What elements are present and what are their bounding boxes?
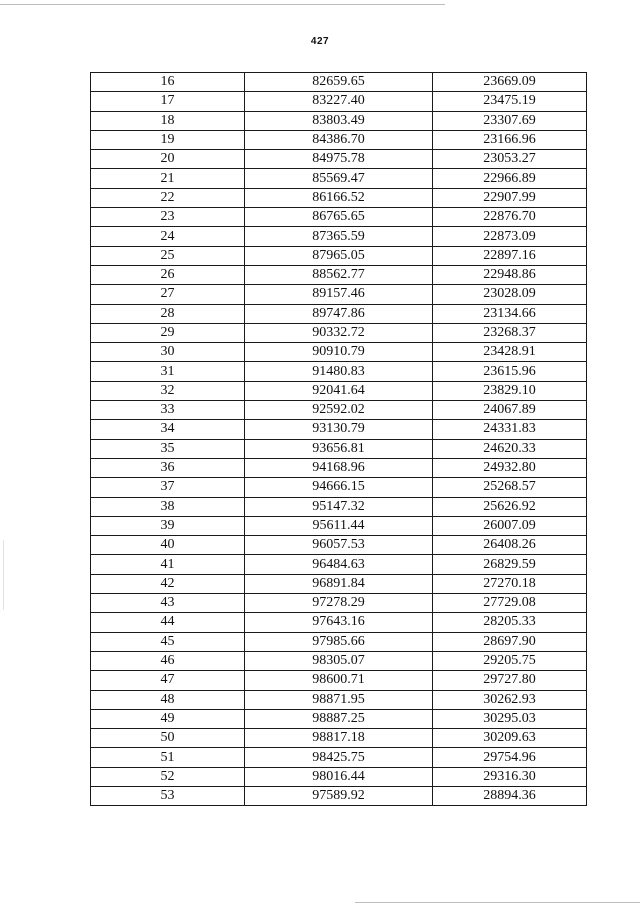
index-cell: 50 [91, 729, 245, 748]
index-cell: 40 [91, 536, 245, 555]
table-row [91, 497, 587, 516]
value-a-cell: 97589.92 [245, 786, 433, 805]
value-a-cell: 86166.52 [245, 188, 433, 207]
index-cell: 37 [91, 478, 245, 497]
value-b-cell: 24932.80 [433, 458, 587, 477]
value-b-cell: 25268.57 [433, 478, 587, 497]
index-cell: 29 [91, 323, 245, 342]
value-b-cell: 30262.93 [433, 690, 587, 709]
value-b-cell: 23268.37 [433, 323, 587, 342]
table-row [91, 709, 587, 728]
index-cell: 26 [91, 265, 245, 284]
index-cell: 36 [91, 458, 245, 477]
value-b-cell: 24067.89 [433, 401, 587, 420]
value-b-cell: 23134.66 [433, 304, 587, 323]
value-a-cell: 84386.70 [245, 130, 433, 149]
value-a-cell: 98887.25 [245, 709, 433, 728]
value-b-cell: 23166.96 [433, 130, 587, 149]
value-a-cell: 87365.59 [245, 227, 433, 246]
value-b-cell: 27729.08 [433, 594, 587, 613]
index-cell: 30 [91, 343, 245, 362]
table-row [91, 786, 587, 805]
index-cell: 25 [91, 246, 245, 265]
index-cell: 47 [91, 671, 245, 690]
table-row [91, 729, 587, 748]
index-cell: 17 [91, 92, 245, 111]
table-row [91, 632, 587, 651]
table-row [91, 73, 587, 92]
value-b-cell: 23053.27 [433, 150, 587, 169]
table-row [91, 188, 587, 207]
scan-edge-bottom [355, 902, 640, 903]
table-row [91, 362, 587, 381]
index-cell: 18 [91, 111, 245, 130]
table-row [91, 246, 587, 265]
value-a-cell: 93130.79 [245, 420, 433, 439]
table-row [91, 613, 587, 632]
value-b-cell: 23475.19 [433, 92, 587, 111]
value-a-cell: 92592.02 [245, 401, 433, 420]
value-b-cell: 29205.75 [433, 651, 587, 670]
value-b-cell: 26007.09 [433, 516, 587, 535]
index-cell: 27 [91, 285, 245, 304]
value-a-cell: 95147.32 [245, 497, 433, 516]
page-number: 427 [310, 36, 330, 47]
index-cell: 32 [91, 381, 245, 400]
table-row [91, 208, 587, 227]
value-a-cell: 91480.83 [245, 362, 433, 381]
value-a-cell: 82659.65 [245, 73, 433, 92]
value-b-cell: 22876.70 [433, 208, 587, 227]
value-b-cell: 23428.91 [433, 343, 587, 362]
table-row [91, 381, 587, 400]
value-a-cell: 96891.84 [245, 574, 433, 593]
index-cell: 31 [91, 362, 245, 381]
value-b-cell: 22948.86 [433, 265, 587, 284]
table-body [91, 73, 587, 806]
value-b-cell: 28697.90 [433, 632, 587, 651]
index-cell: 45 [91, 632, 245, 651]
table-row [91, 478, 587, 497]
value-b-cell: 28894.36 [433, 786, 587, 805]
index-cell: 46 [91, 651, 245, 670]
table-row [91, 536, 587, 555]
value-b-cell: 22897.16 [433, 246, 587, 265]
table-row [91, 130, 587, 149]
index-cell: 42 [91, 574, 245, 593]
value-a-cell: 98871.95 [245, 690, 433, 709]
index-cell: 43 [91, 594, 245, 613]
value-a-cell: 98305.07 [245, 651, 433, 670]
index-cell: 16 [91, 73, 245, 92]
value-a-cell: 96057.53 [245, 536, 433, 555]
table-row [91, 516, 587, 535]
value-a-cell: 92041.64 [245, 381, 433, 400]
value-b-cell: 27270.18 [433, 574, 587, 593]
value-a-cell: 97643.16 [245, 613, 433, 632]
index-cell: 44 [91, 613, 245, 632]
value-b-cell: 26829.59 [433, 555, 587, 574]
index-cell: 33 [91, 401, 245, 420]
value-a-cell: 98600.71 [245, 671, 433, 690]
value-b-cell: 30209.63 [433, 729, 587, 748]
index-cell: 24 [91, 227, 245, 246]
value-b-cell: 24620.33 [433, 439, 587, 458]
value-b-cell: 26408.26 [433, 536, 587, 555]
value-b-cell: 29727.80 [433, 671, 587, 690]
value-a-cell: 98425.75 [245, 748, 433, 767]
value-a-cell: 93656.81 [245, 439, 433, 458]
value-a-cell: 97278.29 [245, 594, 433, 613]
table-row [91, 92, 587, 111]
table-row [91, 594, 587, 613]
value-b-cell: 23028.09 [433, 285, 587, 304]
value-a-cell: 86765.65 [245, 208, 433, 227]
table-row [91, 323, 587, 342]
table-row [91, 651, 587, 670]
value-a-cell: 98817.18 [245, 729, 433, 748]
value-a-cell: 97985.66 [245, 632, 433, 651]
table-row [91, 150, 587, 169]
value-b-cell: 30295.03 [433, 709, 587, 728]
value-a-cell: 83227.40 [245, 92, 433, 111]
value-b-cell: 23829.10 [433, 381, 587, 400]
index-cell: 49 [91, 709, 245, 728]
value-a-cell: 94666.15 [245, 478, 433, 497]
value-b-cell: 23669.09 [433, 73, 587, 92]
value-b-cell: 29754.96 [433, 748, 587, 767]
value-b-cell: 22966.89 [433, 169, 587, 188]
value-a-cell: 83803.49 [245, 111, 433, 130]
index-cell: 34 [91, 420, 245, 439]
table-row [91, 555, 587, 574]
scan-edge-top [0, 4, 445, 5]
value-b-cell: 23615.96 [433, 362, 587, 381]
index-cell: 39 [91, 516, 245, 535]
index-cell: 48 [91, 690, 245, 709]
table-row [91, 439, 587, 458]
table-row [91, 265, 587, 284]
value-a-cell: 88562.77 [245, 265, 433, 284]
value-a-cell: 90910.79 [245, 343, 433, 362]
table-row [91, 285, 587, 304]
table-row [91, 343, 587, 362]
table-row [91, 458, 587, 477]
value-b-cell: 28205.33 [433, 613, 587, 632]
table-row [91, 574, 587, 593]
table-row [91, 169, 587, 188]
index-cell: 19 [91, 130, 245, 149]
value-b-cell: 29316.30 [433, 767, 587, 786]
value-b-cell: 25626.92 [433, 497, 587, 516]
value-a-cell: 95611.44 [245, 516, 433, 535]
value-b-cell: 22907.99 [433, 188, 587, 207]
value-a-cell: 89747.86 [245, 304, 433, 323]
table-row [91, 227, 587, 246]
value-a-cell: 96484.63 [245, 555, 433, 574]
value-a-cell: 87965.05 [245, 246, 433, 265]
index-cell: 21 [91, 169, 245, 188]
value-a-cell: 89157.46 [245, 285, 433, 304]
table-row [91, 304, 587, 323]
index-cell: 28 [91, 304, 245, 323]
index-cell: 52 [91, 767, 245, 786]
table-row [91, 767, 587, 786]
scan-margin-mark [3, 540, 4, 610]
value-a-cell: 90332.72 [245, 323, 433, 342]
value-a-cell: 98016.44 [245, 767, 433, 786]
table-row [91, 111, 587, 130]
index-cell: 22 [91, 188, 245, 207]
table-row [91, 671, 587, 690]
table-row [91, 401, 587, 420]
table-row [91, 420, 587, 439]
table-row [91, 748, 587, 767]
value-a-cell: 85569.47 [245, 169, 433, 188]
index-cell: 23 [91, 208, 245, 227]
index-cell: 41 [91, 555, 245, 574]
value-a-cell: 94168.96 [245, 458, 433, 477]
value-b-cell: 23307.69 [433, 111, 587, 130]
value-a-cell: 84975.78 [245, 150, 433, 169]
value-b-cell: 22873.09 [433, 227, 587, 246]
index-cell: 51 [91, 748, 245, 767]
index-cell: 53 [91, 786, 245, 805]
index-cell: 20 [91, 150, 245, 169]
value-b-cell: 24331.83 [433, 420, 587, 439]
data-table [90, 72, 587, 806]
table-row [91, 690, 587, 709]
index-cell: 38 [91, 497, 245, 516]
index-cell: 35 [91, 439, 245, 458]
